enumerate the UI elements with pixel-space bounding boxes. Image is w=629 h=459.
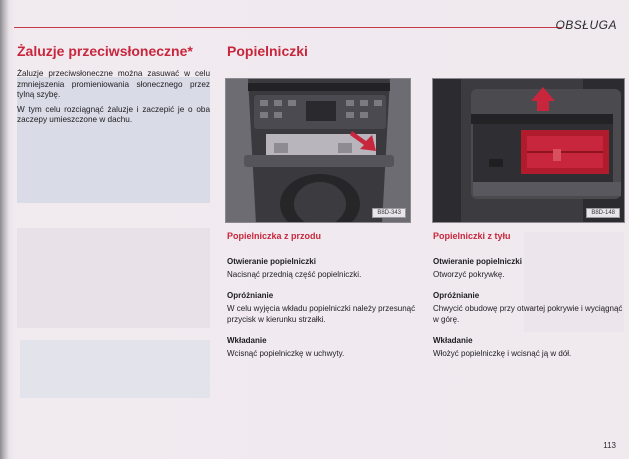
instruction-heading: Wkładanie <box>227 336 267 345</box>
instruction-text: Włożyć popielniczkę i wcisnąć ją w dół. <box>433 349 572 358</box>
ashtrays-title: Popielniczki <box>227 43 308 59</box>
instruction-text: Otworzyć pokrywkę. <box>433 270 505 279</box>
sunblind-text <box>17 69 210 130</box>
figure-code: B8D-148 <box>586 208 620 218</box>
rear-console-illustration <box>433 79 625 223</box>
sunblind-title: Żaluzje przeciwsłoneczne* <box>17 43 193 59</box>
front-ashtray-instructions <box>227 256 422 361</box>
front-ashtray-title: Popielniczka z przodu <box>227 231 322 241</box>
section-label: OBSŁUGA <box>555 18 617 32</box>
instruction-text: W celu wyjęcia wkładu popielniczki należy przesunąć przycisk w kierunku strzałki. <box>227 304 416 324</box>
rear-ashtray-instructions <box>433 256 628 361</box>
instruction-text: Nacisnąć przednią część popielniczki. <box>227 270 362 279</box>
instruction-heading: Otwieranie popielniczki <box>227 257 316 266</box>
front-console-illustration <box>226 79 411 223</box>
instruction-heading: Opróżnianie <box>227 291 274 300</box>
rear-ashtray-title: Popielniczki z tyłu <box>433 231 511 241</box>
instruction-text: Wcisnąć popielniczkę w uchwyty. <box>227 349 345 358</box>
front-ashtray-figure <box>225 78 411 223</box>
instruction-heading: Opróżnianie <box>433 291 480 300</box>
header-rule <box>14 27 562 28</box>
instruction-text: Chwycić obudowę przy otwartej pokrywie i wyciągnąć w górę. <box>433 304 623 324</box>
figure-code: B8D-343 <box>372 208 406 218</box>
show-through-text <box>17 228 210 328</box>
instruction-heading: Otwieranie popielniczki <box>433 257 522 266</box>
sunblind-paragraph: Żaluzje przeciwsłoneczne można zasuwać w celu zmniejszenia promieniowania słonecznego przez tylną szybę. <box>17 69 210 99</box>
rear-ashtray-figure <box>432 78 625 223</box>
instruction-heading: Wkładanie <box>433 336 473 345</box>
sunblind-paragraph: W tym celu rozciągnąć żaluzje i zaczepić je o oba zaczepy umieszczone w dachu. <box>17 104 210 124</box>
show-through-panel <box>20 340 210 398</box>
page-number: 113 <box>603 441 616 450</box>
